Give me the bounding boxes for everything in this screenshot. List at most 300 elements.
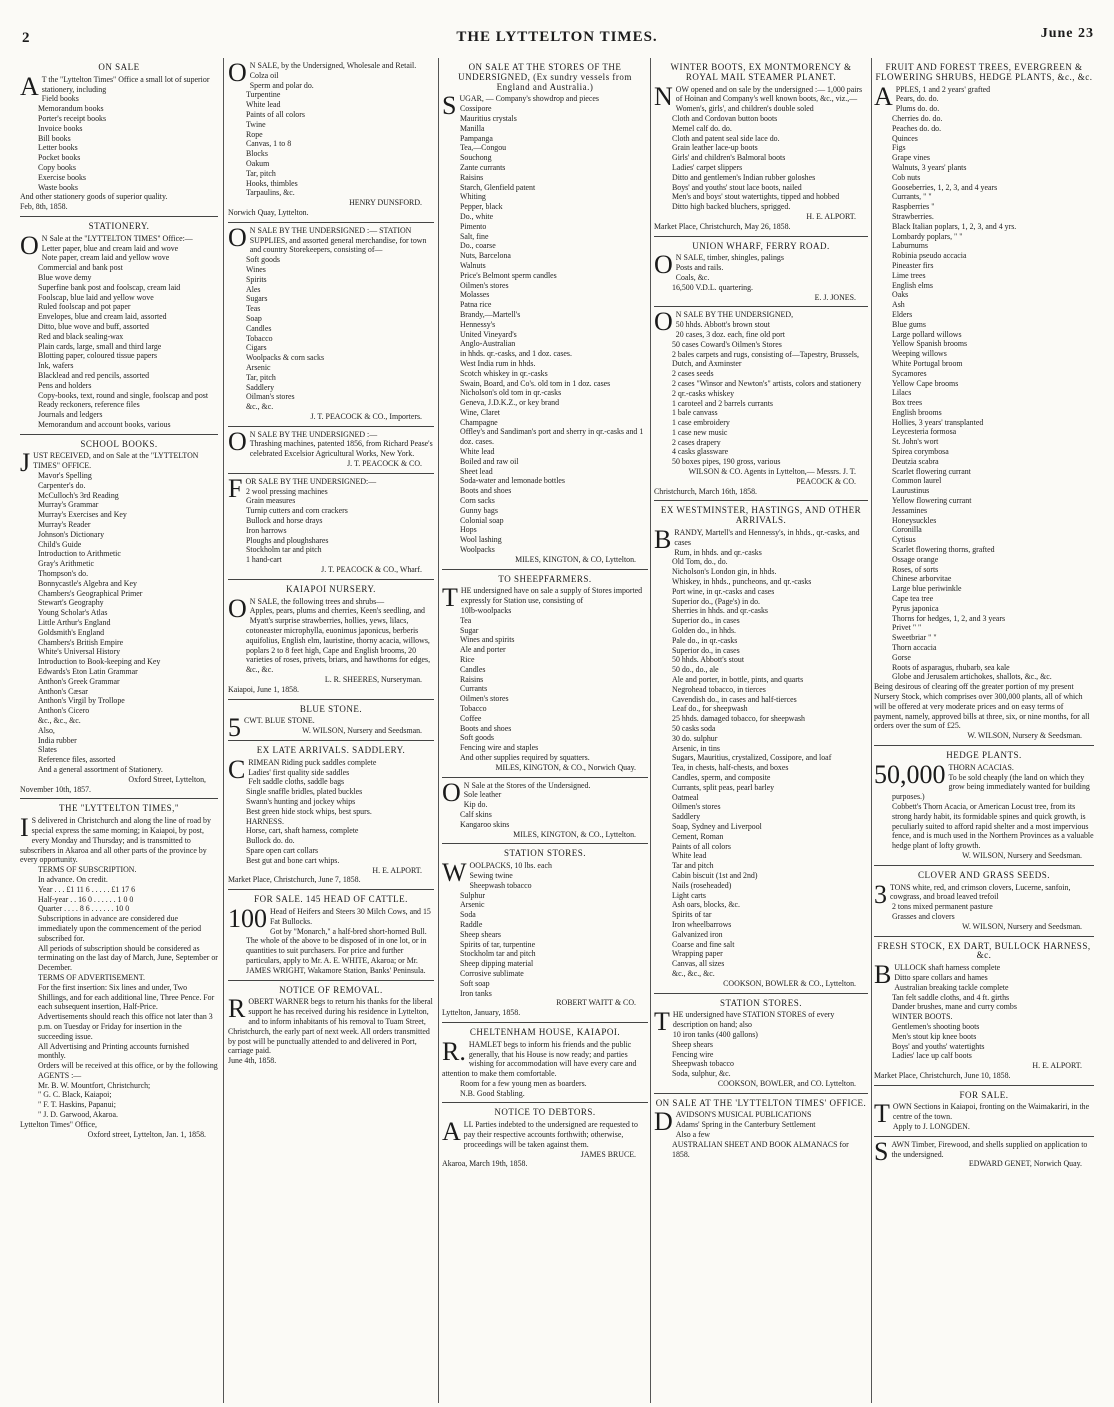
masthead <box>20 0 1094 44</box>
list-item: Horse, cart, shaft harness, complete <box>246 826 359 836</box>
list-item: Raddle <box>460 919 483 929</box>
ad-signature: J. T. PEACOCK & CO. <box>347 459 422 469</box>
list-item: Copy books <box>38 162 76 172</box>
list-item: Subscriptions in advance are considered due immediately upon the commencement of the period subscribed for. <box>38 914 202 943</box>
item-list <box>228 439 434 459</box>
list-item: Ash <box>892 300 905 310</box>
list-item: Thrashing machines, patented 1856, from Richard Pease's celebrated Excelsior Agricultural Works, New York. <box>249 439 433 459</box>
ad-heading: FOR SALE. <box>959 1089 1009 1100</box>
list-item: In advance. On credit. <box>38 874 108 884</box>
drop-cap: O <box>654 250 673 280</box>
list-item: Dander brushes, mane and curry combs <box>892 1002 1017 1012</box>
list-item: Cavendish do., in cases and half-tierces <box>672 694 797 704</box>
list-item: Murray's Exercises and Key <box>38 510 127 520</box>
list-item: Paints of all colors <box>672 841 731 851</box>
list-item: Ales <box>246 284 261 294</box>
ad-signature: MILES, KINGTON, & CO., Lyttelton. <box>513 829 636 839</box>
list-item: Walnuts, 3 years' plants <box>892 162 967 172</box>
list-item: &c., &c., &c. <box>672 968 715 978</box>
item-list <box>654 548 868 979</box>
list-item: West India rum in hhds. <box>460 358 536 368</box>
ad-heading: UNION WHARF, FERRY ROAD. <box>692 240 830 251</box>
advertisement <box>228 981 434 1070</box>
list-item: Ash oars, blocks, &c. <box>672 900 740 910</box>
list-item: Murray's Grammar <box>38 500 99 510</box>
advertisement <box>654 501 868 993</box>
list-item: Sperm and polar do. <box>249 80 314 90</box>
list-item: Ditto spare collars and hames <box>894 972 988 982</box>
list-item: Currants <box>460 684 488 694</box>
ad-body <box>442 1117 648 1149</box>
list-item: Sole leather <box>463 790 502 800</box>
list-item: Superior do., in cases <box>672 645 740 655</box>
ad-signature: W. WILSON, Nursery and Seedsman. <box>302 726 422 736</box>
list-item: Whiting <box>460 192 486 202</box>
list-item: Tar, pitch <box>246 372 276 382</box>
drop-cap: R. <box>442 1036 466 1066</box>
list-item: Memorandum books <box>38 104 104 114</box>
list-item: Best gut and bone cart whips. <box>246 855 340 865</box>
list-item: Large pollard willows <box>892 329 962 339</box>
advertisement <box>228 700 434 741</box>
list-item: Soft goods <box>460 733 494 743</box>
list-item: Grain measures <box>246 496 296 506</box>
list-item: Pepper, black <box>460 202 503 212</box>
list-item: Hops <box>460 525 477 535</box>
ad-body <box>228 994 434 1056</box>
ad-text: OBERT WARNER begs to return his thanks for the liberal support he has received during his residence in Lyttelton, and to inform inhabitants of his removal to Tuam Street, Christchurch, the early part of next week. All orders transmitted by post will be punctually attended to and delivered in Port, carriage paid. <box>228 997 433 1056</box>
list-item: Corn sacks <box>460 496 495 506</box>
item-list <box>442 871 648 998</box>
list-item: Letter books <box>38 143 78 153</box>
list-item: Box trees <box>892 398 923 408</box>
list-item: Tea,—Congou <box>460 143 507 153</box>
list-item: Grain leather lace-up boots <box>672 143 758 153</box>
list-item: Laburnums <box>892 241 928 251</box>
drop-cap: T <box>654 1007 670 1037</box>
list-item: Iron wheelbarrows <box>672 919 732 929</box>
list-item: Oaks <box>892 290 909 300</box>
column-divider <box>650 58 651 1403</box>
list-item: All periods of subscription should be considered as terminating on the last day of March, June, September or December. <box>38 943 218 973</box>
list-item: Room for a few young men as boarders. <box>460 1078 587 1088</box>
list-item: Cloth and Cordovan button boots <box>672 113 778 123</box>
ad-text: OOLPACKS, 10 lbs. each <box>469 861 552 871</box>
list-item: Canvas, 1 to 8 <box>246 139 292 149</box>
ad-signature: W. WILSON, Nursery & Seedsman. <box>967 731 1082 741</box>
list-item: Oilman's stores <box>246 392 295 402</box>
list-item: Soda, sulphur, &c. <box>672 1069 731 1079</box>
list-item: Spirits of tar <box>672 910 712 920</box>
list-item: Robinia pseudo accacia <box>892 251 967 261</box>
list-item: Australian breaking tackle complete <box>894 982 1009 992</box>
ad-dateline: Kaiapoi, June 1, 1858. <box>228 684 300 694</box>
list-item: 10lb-woolpacks <box>460 606 512 616</box>
list-item: Currants, split peas, pearl barley <box>672 782 775 792</box>
list-item: Paints of all colors <box>246 109 305 119</box>
list-item: Sherries in hhds. and qr.-casks <box>672 606 768 616</box>
list-item: 50 casks soda <box>672 724 716 733</box>
list-item: Sugars, Mauritius, crystalized, Cossipore, and loaf <box>672 753 832 763</box>
ad-signature: H. E. ALPORT. <box>372 865 422 875</box>
ad-heading: FOR SALE. 145 HEAD OF CATTLE. <box>254 894 408 905</box>
advertisement <box>654 1094 868 1164</box>
list-item: Envelopes, blue and cream laid, assorted <box>38 312 167 322</box>
list-item: Do., white <box>460 211 494 221</box>
list-item: Tar and pitch <box>672 861 714 871</box>
list-item: Cossipore <box>460 104 492 114</box>
ad-body <box>442 1036 648 1079</box>
list-item: Spare open cart collars <box>246 845 319 855</box>
list-item: Sheet lead <box>460 466 493 476</box>
ad-signature: JAMES BRUCE. <box>580 1149 636 1159</box>
list-item: Blue wove demy <box>38 272 92 282</box>
list-item: Thorn accacia <box>892 643 937 653</box>
list-item: Bullock and horse drays <box>246 516 323 526</box>
ad-signature: E. J. JONES. <box>814 292 856 302</box>
list-item: Plums do. do. <box>895 104 940 114</box>
advertisement <box>874 1137 1094 1173</box>
list-item: Scarlet flowering currant <box>892 466 971 476</box>
list-item: Apples, pears, plums and cherries, Keen's seedling, and Myatt's surprise strawberries, hollies, yews, lilacs, cotoneaster microphylla, euonimus japonicus, berberis aquifolius, English elm, lauristine, thorny acacia, willows, poplars 2 to 8 feet high, Cape and English brooms, 20 varieties of roses, privets, briars, and hawthorns for edges, &c., &c. <box>246 606 431 675</box>
ad-text: ULLOCK shaft harness complete <box>894 963 1001 973</box>
list-item: 50 do., do., ale <box>672 665 719 675</box>
list-item: Tea <box>460 615 472 625</box>
list-item: Large blue periwinkle <box>892 584 962 594</box>
list-item: Black Italian poplars, 1, 2, 3, and 4 yrs. <box>892 221 1017 231</box>
list-item: Bill books <box>38 133 71 143</box>
list-item: Sulphur <box>460 890 485 900</box>
list-item: Quinces <box>892 133 918 143</box>
list-item: Ruled foolscap and pot paper <box>38 302 131 312</box>
ad-dateline: Market Place, Christchurch, June 7, 1858. <box>228 875 361 885</box>
list-item: Souchong <box>460 153 492 163</box>
list-item: Superfine bank post and foolscap, cream laid <box>38 282 181 292</box>
ad-signature: MILES, KINGTON, & CO., Norwich Quay. <box>495 762 636 772</box>
ad-signature: COOKSON, BOWLER, and CO. Lyttelton. <box>717 1078 856 1088</box>
list-item: Sewing twine <box>469 870 513 880</box>
item-list <box>654 1120 868 1159</box>
list-item: Oilmen's stores <box>460 694 509 704</box>
list-item: Canvas, all sizes <box>672 959 725 969</box>
list-item: Memel calf do. do. <box>672 123 732 133</box>
list-item: Sugars <box>246 294 268 304</box>
ad-signature: H. E. ALPORT. <box>806 211 856 221</box>
list-item: Sweetbriar " " <box>892 633 937 643</box>
list-item: Ink, wafers <box>38 361 74 371</box>
list-item: in hhds. qr.-casks, and 1 doz. cases. <box>460 349 572 359</box>
list-item: Introduction to Arithmetic <box>38 549 121 559</box>
ad-heading: FRUIT AND FOREST TREES, EVERGREEN & FLOWERING SHRUBS, HEDGE PLANTS, &c., &c. <box>875 62 1093 82</box>
list-item: Common laurel <box>892 476 942 486</box>
item-list <box>874 1122 1094 1132</box>
list-item: Stockholm tar and pitch <box>246 545 322 555</box>
advertisement <box>228 741 434 890</box>
ad-text: THORN ACACIAS. <box>948 762 1014 772</box>
ad-heading: STATION STORES. <box>503 848 587 859</box>
list-item: Roses, of sorts <box>892 564 939 574</box>
list-item: Gray's Arithmetic <box>38 559 94 569</box>
list-item: TERMS OF ADVERTISEMENT. <box>38 972 146 982</box>
list-item: Raisins <box>460 674 484 684</box>
list-item: Journals and ledgers <box>38 410 103 420</box>
list-item: Turnip cutters and corn crackers <box>246 506 348 516</box>
item-list <box>654 263 868 292</box>
ad-dateline: Market Place, Christchurch, June 10, 1858. <box>874 1070 1011 1080</box>
list-item: Men's and boys' stout watertights, tipped and hobbed <box>672 192 840 202</box>
list-item: White's Universal History <box>38 647 121 657</box>
column-divider <box>223 58 224 1403</box>
item-list <box>228 487 434 565</box>
advertisement <box>442 844 648 1023</box>
advertisement <box>442 1103 648 1173</box>
ad-footer: Being desirous of clearing off the greater portion of my present Nursery Stock, which comprises over 300,000 plants, all of which will be offered at very moderate prices and on easy terms of payment, namely, approved bills at three, six, or nine months, for all orders over the sum of £25. <box>874 682 1090 731</box>
list-item: McCulloch's 3rd Reading <box>38 490 119 500</box>
ad-text: PPLES, 1 and 2 years' grafted <box>895 84 991 94</box>
list-item: " G. C. Black, Kaiapoi; <box>38 1090 112 1100</box>
advertisement <box>442 778 648 845</box>
advertisement <box>442 570 648 778</box>
advertisement <box>874 58 1094 746</box>
list-item: Chinese arborvitae <box>892 574 952 584</box>
list-item: Slates <box>38 745 57 755</box>
ad-text: N SALE, timber, shingles, palings <box>675 253 784 263</box>
item-list <box>228 71 434 198</box>
ad-signature: J. T. PEACOCK & CO., Wharf. <box>321 565 422 575</box>
list-item: Pears, do. do. <box>895 94 939 104</box>
list-item: Teas <box>246 304 261 314</box>
ad-text: N SALE, by the Undersigned, Wholesale and Retail. <box>249 61 417 70</box>
drop-cap: S <box>874 1136 889 1166</box>
page-number: 2 <box>22 30 30 46</box>
drop-cap: S <box>442 91 457 121</box>
list-item: 1 case new music <box>672 427 728 437</box>
list-item: Cytisus <box>892 535 916 545</box>
list-item: Golden do., in hhds. <box>672 626 736 636</box>
list-item: &c., &c., &c. <box>38 716 81 725</box>
list-item: &c., &c. <box>246 402 274 412</box>
list-item: Candles <box>246 323 272 333</box>
list-item: Stockholm tar and pitch <box>460 949 536 959</box>
list-item: Hennessy's <box>460 319 496 329</box>
list-item: St. John's wort <box>892 437 939 447</box>
list-item: Spirits <box>246 274 267 284</box>
list-item: For the first insertion: Six lines and under, Two Shillings, and for each additional line, Three Pence. For each subsequent insertion, Half-Price. <box>38 982 215 1012</box>
item-list <box>874 973 1094 1061</box>
list-item: Salt, fine <box>460 231 489 241</box>
list-item: Tarpaulins, &c. <box>246 188 295 198</box>
drop-cap: F <box>228 473 243 503</box>
list-item: Geneva, J.D.K.Z., or key brand <box>460 398 560 408</box>
list-item: WINTER BOOTS. <box>892 1012 953 1022</box>
advertisement <box>20 799 218 1143</box>
list-item: Sheep shears <box>460 929 501 939</box>
list-item: Bonnycastle's Algebra and Key <box>38 578 137 588</box>
list-item: Half-year . . 16 0 . . . . . . 1 0 0 <box>38 894 134 904</box>
list-item: Saddlery <box>672 812 701 822</box>
advertisement <box>20 58 218 217</box>
drop-cap: O <box>654 307 673 337</box>
list-item: Leaf do., for sheepwash <box>672 704 748 714</box>
list-item: Reference files, assorted <box>38 755 116 765</box>
list-item: Nuts, Barcelona <box>460 251 511 261</box>
list-item: Wine, Claret <box>460 407 500 417</box>
ad-signature: MILES, KINGTON, & CO, Lyttelton. <box>515 554 636 564</box>
list-item: English brooms <box>892 407 942 417</box>
ad-text: AWN Timber, Firewood, and shells supplied on application to the undersigned. <box>891 1139 1088 1159</box>
list-item: Ladies' first quality side saddles <box>248 767 350 777</box>
list-item: Wines <box>246 264 266 274</box>
list-item: Blacklead and red pencils, assorted <box>38 370 150 380</box>
list-item: 30 do. sulphur <box>672 733 718 743</box>
ad-signature: WILSON & CO. Agents in Lyttelton,— Messrs. J. T. PEACOCK & CO. <box>688 467 856 486</box>
list-item: 2 cases drapery <box>672 437 721 447</box>
ad-dateline: Market Place, Christchurch, May 26, 1858. <box>654 221 791 231</box>
list-item: Candles, sperm, and composite <box>672 772 771 782</box>
list-item: Anthon's Cæsar <box>38 686 88 696</box>
list-item: Invoice books <box>38 123 83 133</box>
list-item: Child's Guide <box>38 539 82 549</box>
item-list <box>228 768 434 866</box>
list-item: Carpenter's do. <box>38 480 86 490</box>
list-item: Year . . . £1 11 6 . . . . . £1 17 6 <box>38 884 136 894</box>
list-item: 2 cases "Winsor and Newton's" artists, colors and stationery <box>672 378 862 388</box>
list-item: TERMS OF SUBSCRIPTION. <box>38 865 137 875</box>
ad-dateline: November 10th, 1857. <box>20 784 92 794</box>
drop-cap: D <box>654 1107 673 1137</box>
list-item: Cigars <box>246 343 267 353</box>
list-item: Chambers's British Empire <box>38 637 124 647</box>
list-item: Lombardy poplars, " " <box>892 231 963 241</box>
list-item: United Vineyard's <box>460 329 517 339</box>
list-item: Posts and rails. <box>675 263 724 273</box>
drop-cap: T <box>874 1099 890 1129</box>
ad-text: UGAR, — Company's showdrop and pieces <box>459 94 599 104</box>
list-item: Soap, Sydney and Liverpool <box>672 821 762 831</box>
list-item: Fencing wire and staples <box>460 743 539 753</box>
list-item: Ale and porter, in bottle, pints, and quarts <box>672 675 804 685</box>
list-item: English elms <box>892 280 933 290</box>
ad-text: N Sale at the "LYTTELTON TIMES" Office:— <box>41 233 193 243</box>
list-item: To be sold cheaply (the land on which they grow being immediately wanted for building purposes.) <box>892 772 1090 802</box>
list-item: Cape tea tree <box>892 594 934 604</box>
list-item: Raspberries " <box>892 202 935 212</box>
list-item: Hooks, thimbles <box>246 178 298 188</box>
ad-signature: Oxford Street, Lyttelton, <box>128 774 206 784</box>
ad-heading: NOTICE TO DEBTORS. <box>494 1107 596 1118</box>
ad-text: UST RECEIVED, and on Sale at the "LYTTELTON TIMES" OFFICE. <box>33 451 199 471</box>
list-item: Soap <box>246 313 262 323</box>
ad-text: RIMEAN Riding puck saddles complete <box>248 757 377 767</box>
list-item: 2 cases seeds <box>672 369 714 379</box>
list-item: Cloth and patent seal side lace do. <box>672 133 780 143</box>
list-item: Figs <box>892 143 906 153</box>
ad-text: Head of Heifers and Steers 30 Milch Cows, and 15 Fat Bullocks. <box>270 906 431 926</box>
list-item: Lime trees <box>892 270 926 280</box>
list-item: Pocket books <box>38 153 81 163</box>
list-item: Old Tom, do., do. <box>672 557 728 567</box>
drop-cap: 5 <box>228 713 241 743</box>
list-item: 50 hhds. Abbott's brown stout <box>675 320 770 330</box>
item-list <box>442 1079 648 1099</box>
list-item: Pineaster firs <box>892 260 934 270</box>
column-divider <box>438 58 439 1403</box>
list-item: Zante currants <box>460 162 506 172</box>
list-item: Ladies' lace up calf boots <box>892 1051 972 1061</box>
list-item: 2 wool pressing machines <box>246 486 328 496</box>
ad-dateline: Feb, 8th, 1858. <box>20 202 68 212</box>
list-item: 50 cases Coward's Oilmen's Stores <box>672 339 782 349</box>
list-item: 20 cases, 3 doz. each, fine old port <box>675 329 785 339</box>
ad-text: N SALE BY THE UNDERSIGNED :— <box>249 429 378 439</box>
drop-cap: J <box>20 448 31 478</box>
list-item: Spirea corymbosa <box>892 447 949 457</box>
list-item: Fencing wire <box>672 1049 714 1059</box>
list-item: Tar, pitch <box>246 168 276 178</box>
advertisement <box>654 237 868 308</box>
drop-cap: 3 <box>874 879 887 909</box>
ad-text: RANDY, Martell's and Hennessy's, in hhds., qr.-casks, and cases <box>674 528 860 547</box>
list-item: 16,500 V.D.L. quartering. <box>672 282 754 292</box>
newspaper-title: THE LYTTELTON TIMES. <box>456 29 658 45</box>
list-item: Thorns for hedges, 1, 2, and 3 years <box>892 613 1006 623</box>
list-item: Best green hide stock whips, best spurs. <box>246 806 372 816</box>
ad-text: OR SALE BY THE UNDERSIGNED:— <box>245 476 377 486</box>
list-item: Anthon's Virgil by Trollope <box>38 696 125 706</box>
list-item: Chambers's Geographical Primer <box>38 588 143 598</box>
list-item: " J. D. Garwood, Akaroa. <box>38 1110 118 1120</box>
list-item: Introduction to Book-keeping and Key <box>38 657 161 667</box>
list-item: Scarlet flowering thorns, grafted <box>892 545 995 555</box>
list-item: Swann's hunting and jockey whips <box>246 796 356 806</box>
ad-footer: Lyttelton Times" Office, <box>20 1119 97 1129</box>
list-item: Murray's Reader <box>38 520 91 530</box>
list-item: Sheepwash tobacco <box>469 880 532 890</box>
item-list <box>654 320 868 467</box>
list-item: Waste books <box>38 182 78 192</box>
drop-cap: N <box>654 81 673 111</box>
item-list <box>654 1030 868 1079</box>
list-item: India rubber <box>38 735 77 745</box>
ad-text: AVIDSON'S MUSICAL PUBLICATIONS <box>675 1110 812 1120</box>
list-item: Light carts <box>672 890 706 900</box>
list-item: 25 hhds. damaged tobacco, for sheepwash <box>672 714 806 724</box>
list-item: Anglo-Australian <box>460 339 516 349</box>
issue-date: June 23 <box>1040 26 1094 41</box>
list-item: Coals, &c. <box>675 272 710 282</box>
list-item: Saddlery <box>246 382 275 392</box>
list-item: Single snaffle bridles, plated buckles <box>246 787 363 797</box>
ad-heading: EX LATE ARRIVALS. SADDLERY. <box>256 745 406 755</box>
list-item: White lead <box>460 447 495 457</box>
ad-text: HE undersigned have on sale a supply of Stores imported expressly for Station use, consisting of <box>460 586 643 606</box>
ad-text: OW opened and on sale by the undersigned :— 1,000 pairs of Hoinan and Company's well known boots, &c., viz.,— <box>675 84 863 104</box>
list-item: Oilmen's stores <box>460 280 509 290</box>
list-item: Kip do. <box>463 800 488 810</box>
item-list <box>874 94 1094 682</box>
ad-body <box>20 813 218 865</box>
advertisement <box>874 937 1094 1086</box>
list-item: Goldsmith's England <box>38 627 105 637</box>
list-item: Kangaroo skins <box>460 819 510 829</box>
list-item: Price's Belmont sperm candles <box>460 270 557 280</box>
list-item: And other supplies required by squatters. <box>460 752 590 762</box>
list-item: Nicholson's London gin, in hhds. <box>672 567 777 577</box>
list-item: Turpentine <box>246 90 281 100</box>
list-item: 2 tons mixed permanent pasture <box>892 902 993 912</box>
advertisement <box>874 746 1094 866</box>
list-item: Also, <box>38 725 55 735</box>
